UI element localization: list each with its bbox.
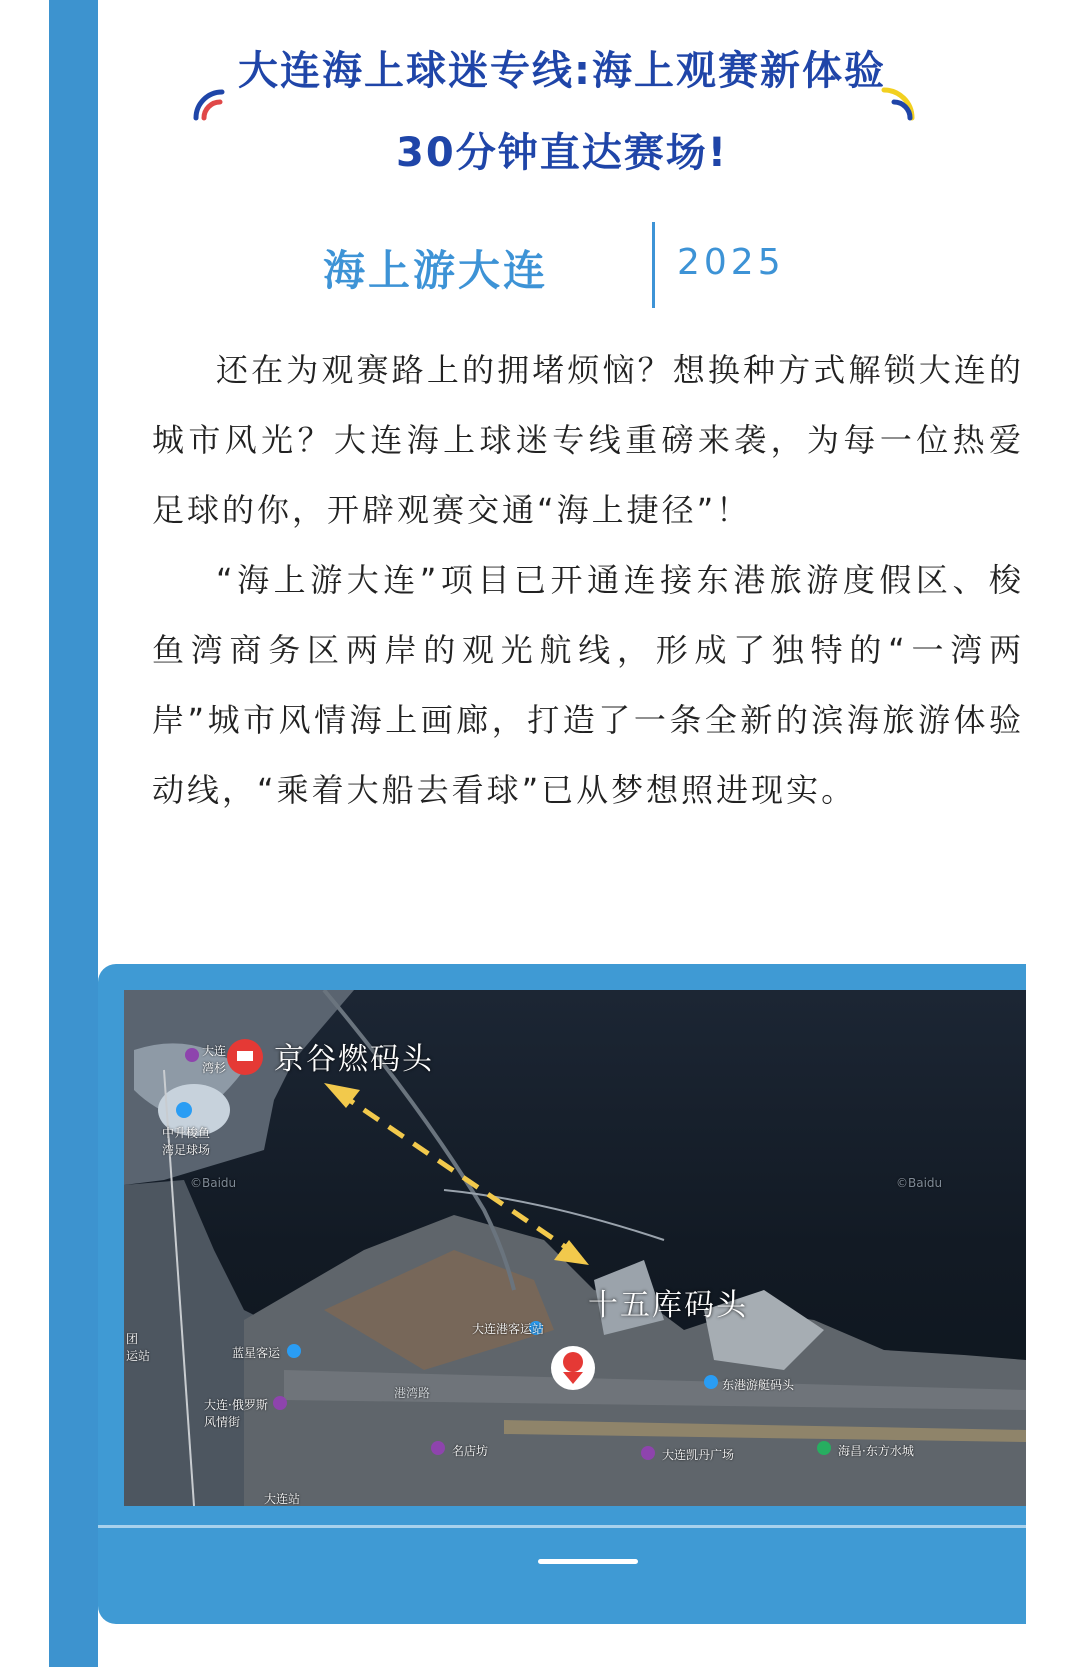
route-map[interactable] [124,990,1026,1506]
brand-year: 2025 [677,242,785,283]
brand-header [98,218,1026,308]
pier-south-label: 十五库码头 [588,1288,748,1323]
page-margin-right [1026,0,1080,1667]
place-station-group: 团 运站 [126,1332,151,1363]
paragraph-2: “海上游大连”项目已开通连接东港旅游度假区、梭鱼湾商务区两岸的观光航线，形成了独特的“一湾两岸”城市风情海上画廊，打造了一条全新的滨海旅游体验动线，“乘着大船去看球”已从梦想照进现实。 [152,561,1024,809]
place-dalian-station: 大连站 [264,1492,301,1506]
road-harbor: 港湾路 [394,1386,431,1400]
article-body [152,335,1024,825]
place-port-terminal: 大连港客运站 [472,1322,545,1336]
map-watermark: ©Baidu [190,1176,237,1190]
brand-divider [652,222,655,308]
card-handle[interactable] [538,1559,638,1564]
place-stadium: 中升梭鱼 湾足球场 [162,1126,211,1157]
brand-name: 海上游大连 [322,246,548,295]
left-accent-bar [49,0,98,1667]
page-margin-left [0,0,49,1667]
map-watermark-right: ©Baidu [896,1176,943,1190]
title-line-2: 30分钟直达赛场! [396,130,728,176]
pier-north-label: 京谷燃码头 [274,1042,434,1077]
place-dg-yacht: 东港游艇码头 [722,1378,795,1392]
place-russian-street: 大连·俄罗斯 风情街 [204,1398,268,1429]
article-title [98,30,1026,194]
title-line-1: 大连海上球迷专线:海上观赛新体验 [238,48,886,94]
place-haichang: 海昌·东方水城 [838,1444,914,1458]
paragraph-1: 还在为观赛路上的拥堵烦恼？想换种方式解锁大连的城市风光？大连海上球迷专线重磅来袭，为每一位热爱足球的你，开辟观赛交通“海上捷径”！ [152,351,1024,529]
card-divider [98,1525,1026,1528]
place-dalian-wanshan: 大连 湾杉 [202,1044,227,1075]
place-kaide: 大连凯丹广场 [662,1448,735,1462]
place-lanxing: 蓝星客运 [232,1346,281,1360]
place-mingdian: 名店坊 [452,1444,489,1458]
